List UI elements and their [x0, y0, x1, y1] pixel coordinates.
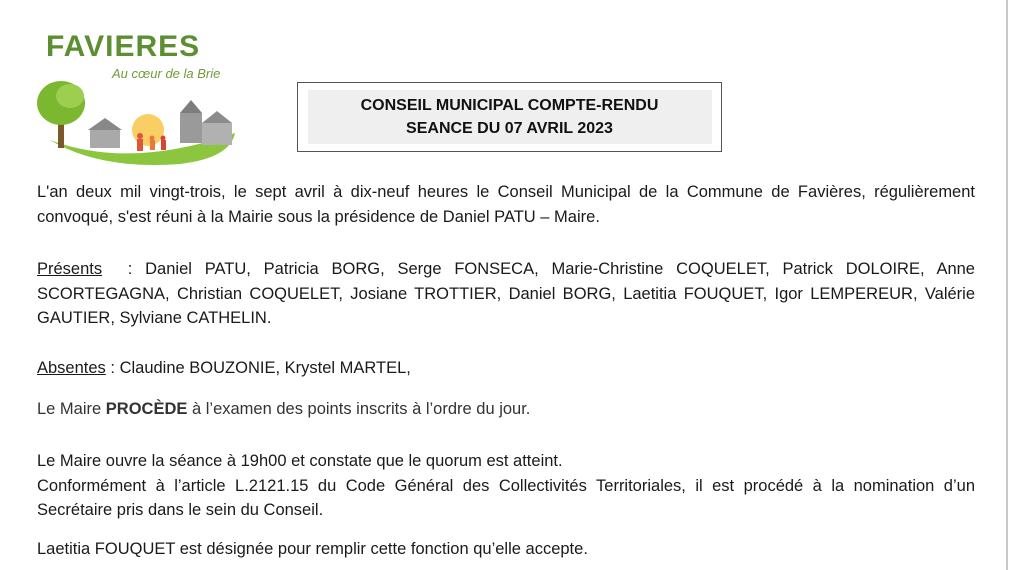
presents-label: Présents — [37, 260, 103, 278]
quorum-paragraph — [37, 449, 975, 523]
presents-separator: : — [114, 260, 146, 278]
secretaire-paragraph: Laetitia FOUQUET est désignée pour remplir cette fonction qu’elle accepte. — [37, 540, 588, 558]
absentes-names: Claudine BOUZONIE, Krystel MARTEL, — [119, 359, 411, 377]
absentes-paragraph — [37, 356, 975, 381]
commune-logo — [30, 28, 260, 168]
absentes-separator: : — [110, 359, 120, 377]
procede-bold: PROCÈDE — [105, 400, 188, 418]
title-line-2: SEANCE DU 07 AVRIL 2023 — [406, 120, 613, 137]
quorum-line-1: Le Maire ouvre la séance à 19h00 et constate que le quorum est atteint. — [37, 452, 563, 470]
village-illustration — [30, 78, 245, 168]
presents-paragraph — [37, 257, 975, 331]
procede-before: Le Maire — [37, 400, 106, 418]
title-line-1: CONSEIL MUNICIPAL COMPTE-RENDU — [360, 97, 659, 114]
presents-names: Daniel PATU, Patricia BORG, Serge FONSECA, Marie-Christine COQUELET, Patrick DOLOIRE, Anne SCORTEGAGNA, Christian COQUELET, Josiane TROTTIER, Daniel BORG, Laetitia FOUQUET, Igor LEMPEREUR, Valérie GAUTIER, Sylviane CATHELIN. — [37, 260, 975, 327]
procede-paragraph — [37, 397, 975, 422]
document-title-box — [297, 82, 722, 152]
logo-subtitle: Au cœur de la Brie — [112, 66, 221, 81]
quorum-line-2: Conformément à l’article L.2121.15 du Code Général des Collectivités Territoriales, il est procédé à la nomination d’un Secrétaire pris dans le sein du Conseil. — [37, 476, 975, 519]
intro-paragraph: L'an deux mil vingt-trois, le sept avril à dix-neuf heures le Conseil Municipal de la Commune de Favières, régulièrement convoqué, s'est réuni à la Mairie sous la présidence de Daniel PATU – Maire. — [37, 183, 975, 226]
logo-title: FAVIERES — [46, 30, 201, 63]
procede-after: à l’examen des points inscrits à l’ordre du jour. — [187, 400, 531, 418]
absentes-label: Absentes — [37, 359, 106, 377]
page-edge — [1006, 0, 1008, 570]
